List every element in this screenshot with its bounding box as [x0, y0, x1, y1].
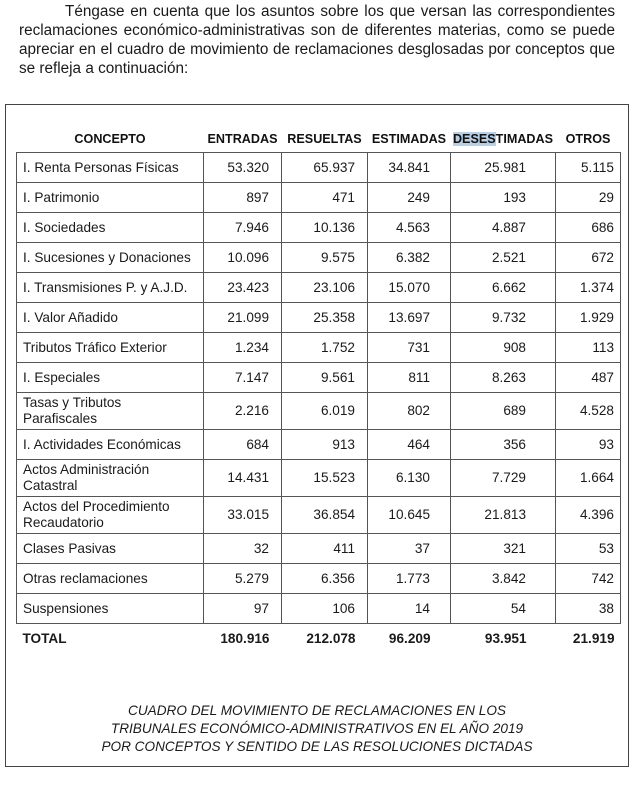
cell-desestimadas: 8.263: [451, 363, 556, 393]
cell-concepto: Tributos Tráfico Exterior: [17, 333, 204, 363]
caption-line-3: POR CONCEPTOS Y SENTIDO DE LAS RESOLUCIONES DICTADAS: [101, 739, 533, 754]
intro-paragraph: [19, 2, 615, 78]
cell-desestimadas: 9.732: [451, 303, 556, 333]
header-estimadas: ESTIMADAS: [371, 131, 447, 146]
cell-concepto: Suspensiones: [17, 594, 204, 624]
table-row: [17, 363, 621, 393]
cell-desestimadas: 2.521: [451, 243, 556, 273]
cell-otros: 4.396: [556, 497, 621, 534]
cell-otros: 742: [556, 564, 621, 594]
header-desestimadas[interactable]: DESESTIMADAS: [452, 131, 554, 146]
cell-desestimadas: 908: [451, 333, 556, 363]
cell-desestimadas: 6.662: [451, 273, 556, 303]
cell-resueltas: 6.356: [282, 564, 368, 594]
cell-concepto: I. Transmisiones P. y A.J.D.: [17, 273, 204, 303]
intro-text: Téngase en cuenta que los asuntos sobre los que versan las correspondientes reclamaciones económico-administrativas son de diferentes materias, como se puede apreciar en el cuadro de movimiento de reclamaciones desglosadas por conceptos que se refleja a continuación:: [19, 3, 615, 77]
cell-desestimadas: 4.887: [451, 213, 556, 243]
total-entradas: 180.916: [220, 631, 270, 646]
header-resueltas: RESUELTAS: [287, 131, 362, 146]
cell-estimadas: 811: [368, 363, 451, 393]
cell-entradas: 7.946: [204, 213, 282, 243]
cell-resueltas: 6.019: [282, 393, 368, 430]
cell-concepto: Actos Administración Catastral: [17, 460, 204, 497]
cell-entradas: 897: [204, 183, 282, 213]
total-row: [17, 624, 621, 655]
cell-entradas: 684: [204, 430, 282, 460]
cell-estimadas: 14: [368, 594, 451, 624]
cell-resueltas: 9.575: [282, 243, 368, 273]
cell-otros: 29: [556, 183, 621, 213]
table-caption: [5, 702, 629, 756]
cell-desestimadas: 321: [451, 534, 556, 564]
total-otros: 21.919: [572, 631, 615, 646]
table-row: [17, 594, 621, 624]
cell-otros: 93: [556, 430, 621, 460]
cell-otros: 1.929: [556, 303, 621, 333]
cell-estimadas: 37: [368, 534, 451, 564]
cell-resueltas: 106: [282, 594, 368, 624]
cell-otros: 686: [556, 213, 621, 243]
cell-resueltas: 10.136: [282, 213, 368, 243]
caption-line-2: TRIBUNALES ECONÓMICO-ADMINISTRATIVOS EN EL AÑO 2019: [110, 721, 524, 736]
cell-estimadas: 464: [368, 430, 451, 460]
cell-otros: 1.374: [556, 273, 621, 303]
cell-otros: 113: [556, 333, 621, 363]
header-entradas: ENTRADAS: [207, 131, 278, 146]
cell-concepto: Clases Pasivas: [17, 534, 204, 564]
table-row: [17, 273, 621, 303]
cell-otros: 53: [556, 534, 621, 564]
cell-resueltas: 913: [282, 430, 368, 460]
table-row: [17, 460, 621, 497]
cell-estimadas: 6.382: [368, 243, 451, 273]
cell-entradas: 10.096: [204, 243, 282, 273]
cell-otros: 5.115: [556, 153, 621, 183]
cell-concepto: I. Especiales: [17, 363, 204, 393]
cell-estimadas: 802: [368, 393, 451, 430]
cell-resueltas: 471: [282, 183, 368, 213]
table-row: [17, 430, 621, 460]
table-row: [17, 213, 621, 243]
cell-resueltas: 9.561: [282, 363, 368, 393]
cell-estimadas: 6.130: [368, 460, 451, 497]
cell-resueltas: 1.752: [282, 333, 368, 363]
cell-entradas: 33.015: [204, 497, 282, 534]
cell-desestimadas: 7.729: [451, 460, 556, 497]
reclamaciones-table: [16, 125, 621, 654]
cell-entradas: 21.099: [204, 303, 282, 333]
cell-desestimadas: 21.813: [451, 497, 556, 534]
cell-concepto: I. Renta Personas Físicas: [17, 153, 204, 183]
cell-concepto: I. Sociedades: [17, 213, 204, 243]
cell-estimadas: 13.697: [368, 303, 451, 333]
cell-resueltas: 36.854: [282, 497, 368, 534]
table-row: [17, 534, 621, 564]
cell-entradas: 97: [204, 594, 282, 624]
cell-concepto: I. Valor Añadido: [17, 303, 204, 333]
cell-entradas: 14.431: [204, 460, 282, 497]
table-row: [17, 153, 621, 183]
table-row: [17, 183, 621, 213]
total-desestimadas: 93.951: [484, 631, 527, 646]
cell-desestimadas: 356: [451, 430, 556, 460]
cell-desestimadas: 54: [451, 594, 556, 624]
cell-estimadas: 731: [368, 333, 451, 363]
cell-estimadas: 1.773: [368, 564, 451, 594]
cell-concepto: I. Patrimonio: [17, 183, 204, 213]
header-otros: OTROS: [565, 131, 611, 146]
cell-estimadas: 15.070: [368, 273, 451, 303]
table-row: [17, 497, 621, 534]
cell-resueltas: 23.106: [282, 273, 368, 303]
cell-estimadas: 4.563: [368, 213, 451, 243]
cell-entradas: 5.279: [204, 564, 282, 594]
header-row: [17, 125, 621, 153]
cell-concepto: I. Sucesiones y Donaciones: [17, 243, 204, 273]
cell-estimadas: 34.841: [368, 153, 451, 183]
total-resueltas: 212.078: [306, 631, 356, 646]
table-row: [17, 564, 621, 594]
cell-concepto: Otras reclamaciones: [17, 564, 204, 594]
cell-entradas: 23.423: [204, 273, 282, 303]
cell-otros: 1.664: [556, 460, 621, 497]
cell-desestimadas: 193: [451, 183, 556, 213]
cell-desestimadas: 3.842: [451, 564, 556, 594]
table-row: [17, 333, 621, 363]
cell-concepto: I. Actividades Económicas: [17, 430, 204, 460]
cell-entradas: 2.216: [204, 393, 282, 430]
cell-resueltas: 25.358: [282, 303, 368, 333]
cell-estimadas: 249: [368, 183, 451, 213]
cell-resueltas: 411: [282, 534, 368, 564]
cell-estimadas: 10.645: [368, 497, 451, 534]
cell-otros: 487: [556, 363, 621, 393]
cell-resueltas: 15.523: [282, 460, 368, 497]
cell-concepto: Tasas y Tributos Parafiscales: [17, 393, 204, 430]
table-row: [17, 393, 621, 430]
total-estimadas: 96.209: [388, 631, 431, 646]
cell-otros: 672: [556, 243, 621, 273]
header-concepto: CONCEPTO: [74, 131, 146, 146]
cell-otros: 4.528: [556, 393, 621, 430]
cell-otros: 38: [556, 594, 621, 624]
cell-entradas: 32: [204, 534, 282, 564]
table-row: [17, 303, 621, 333]
cell-entradas: 1.234: [204, 333, 282, 363]
selected-text[interactable]: DESES: [452, 131, 496, 146]
caption-line-1: CUADRO DEL MOVIMIENTO DE RECLAMACIONES EN LOS: [128, 703, 506, 718]
cell-entradas: 7.147: [204, 363, 282, 393]
total-concepto: TOTAL: [22, 631, 67, 646]
cell-desestimadas: 689: [451, 393, 556, 430]
cell-desestimadas: 25.981: [451, 153, 556, 183]
cell-resueltas: 65.937: [282, 153, 368, 183]
table-row: [17, 243, 621, 273]
cell-entradas: 53.320: [204, 153, 282, 183]
cell-concepto: Actos del Procedimiento Recaudatorio: [17, 497, 204, 534]
